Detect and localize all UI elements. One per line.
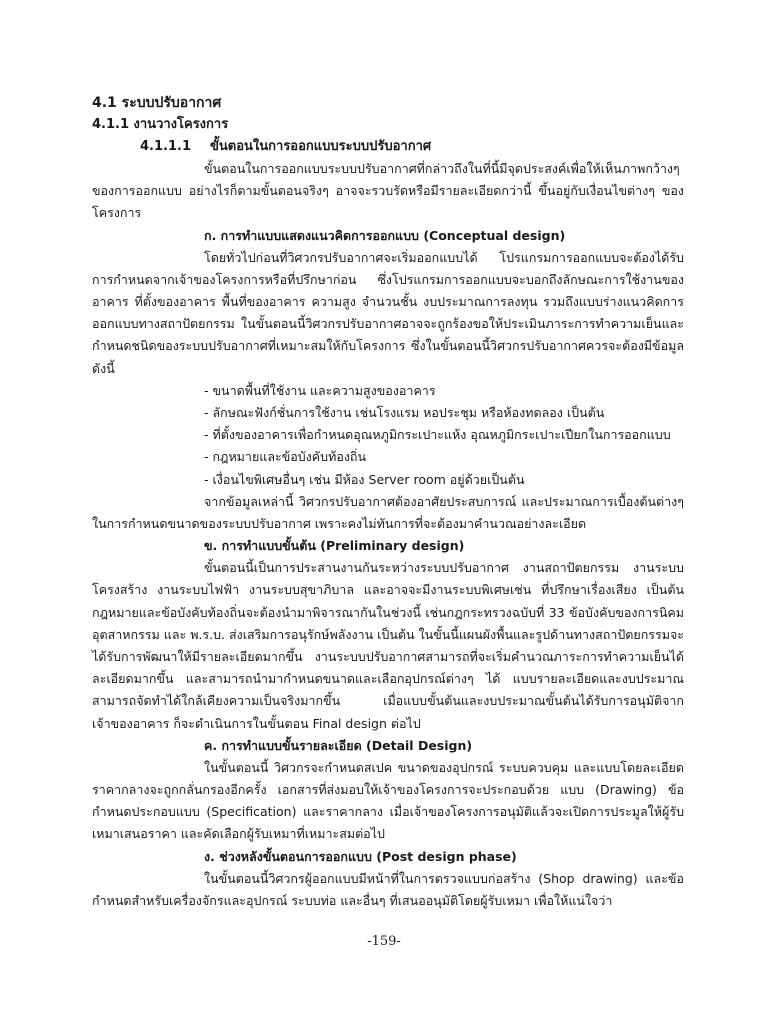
list-item: - ขนาดพื้นที่ใช้งาน และความสูงของอาคาร: [204, 382, 436, 398]
section-title: 4.1 ระบบปรับอากาศ: [92, 95, 222, 111]
requirements-list: [92, 380, 684, 491]
section-subtitle: 4.1.1 งานวางโครงการ: [92, 117, 229, 132]
intro-paragraph: ขั้นตอนในการออกแบบระบบปรับอากาศที่กล่าวถึงในที่นี้มีจุดประสงค์เพื่อให้เห็นภาพกว้างๆของการออกแบบ อย่างไรก็ตามขั้นตอนจริงๆ อาจจะรวบรัดหรือมีรายละเอียดกว่านี้ ขึ้นอยู่กับเงื่อนไขต่างๆ ของโครงการ: [92, 161, 684, 221]
subsection-title: ขั้นตอนในการออกแบบระบบปรับอากาศ: [210, 139, 432, 154]
list-item: - ที่ตั้งของอาคารเพื่อกำหนดอุณหภูมิกระเปาะแห้ง อุณหภูมิกระเปาะเปียกในการออกแบบ: [204, 427, 671, 443]
step-heading-post-design: ง. ช่วงหลังขั้นตอนการออกแบบ (Post design phase): [204, 848, 517, 864]
list-item: - เงื่อนไขพิเศษอื่นๆ เช่น มีห้อง Server room อยู่ด้วยเป็นต้น: [204, 471, 525, 487]
subsection-number: 4.1.1.1: [140, 139, 191, 154]
list-item: - ลักษณะฟังก์ชั่นการใช้งาน เช่นโรงแรม หอประชุม หรือห้องทดลอง เป็นต้น: [204, 405, 605, 421]
page-number: -159-: [367, 934, 401, 949]
step-paragraph-preliminary: ขั้นตอนนี้เป็นการประสานงานกันระหว่างระบบปรับอากาศ งานสถาปัตยกรรม งานระบบโครงสร้าง งานระบบไฟฟ้า งานระบบสุขาภิบาล และอาจจะมีงานระบบพิเศษเช่น ที่ปรึกษาเรื่องเสียง เป็นต้น กฎหมายและข้อบังคับท้องถิ่นจะต้องนำมาพิจารณากันในช่วงนี้ เช่นกฎกระทรวงฉบับที่ 33 ข้อบังคับของการนิคมอุตสาหกรรม และ พ.ร.บ. ส่งเสริมการอนุรักษ์พลังงาน เป็นต้น ในขั้นนี้แผนผังพื้นและรูปด้านทางสถาปัตยกรรมจะได้รับการพัฒนาให้มีรายละเอียดมากขึ้น งานระบบปรับอากาศสามารถที่จะเริ่มคำนวณภาระการทำความเย็นได้ละเอียดมากขึ้น และสามารถนำมากำหนดขนาดและเลือกอุปกรณ์ต่างๆ ได้ แบบรายละเอียดและงบประมาณสามารถจัดทำได้ใกล้เคียงความเป็นจริงมากขึ้น เมื่อแบบขั้นต้นและงบประมาณขั้นต้นได้รับการอนุมัติจากเจ้าของอาคาร ก็จะดำเนินการในขั้นตอน Final design ต่อไป: [92, 560, 684, 731]
list-item: - กฎหมายและข้อบังคับท้องถิ่น: [204, 449, 367, 465]
step-paragraph-detail: ในขั้นตอนนี้ วิศวกรจะกำหนดสเปค ขนาดของอุปกรณ์ ระบบควบคุม และแบบโดยละเอียด ราคากลางจะถูกกลั่นกรองอีกครั้ง เอกสารที่ส่งมอบให้เจ้าของโครงการจะประกอบด้วย แบบ (Drawing) ข้อกำหนดประกอบแบบ (Specification) และราคากลาง เมื่อเจ้าของโครงการอนุมัติแล้วจะเปิดการประมูลให้ผู้รับเหมาเสนอราคา และคัดเลือกผู้รับเหมาที่เหมาะสมต่อไป: [92, 759, 684, 842]
step-paragraph-post-design: ในขั้นตอนนี้วิศวกรผู้ออกแบบมีหน้าที่ในการตรวจแบบก่อสร้าง (Shop drawing) และข้อกำหนดสำหรับเครื่องจักรและอุปกรณ์ ระบบท่อ และอื่นๆ ที่เสนออนุมัติโดยผู้รับเหมา เพื่อให้แน่ใจว่า: [92, 870, 684, 908]
step-heading-preliminary: ข. การทำแบบขั้นต้น (Preliminary design): [204, 538, 465, 554]
step-heading-conceptual: ก. การทำแบบแสดงแนวคิดการออกแบบ (Conceptual design): [204, 227, 566, 243]
subsection-heading: [140, 136, 684, 158]
step-heading-detail: ค. การทำแบบขั้นรายละเอียด (Detail Design): [204, 737, 473, 753]
step-closing-conceptual: จากข้อมูลเหล่านี้ วิศวกรปรับอากาศต้องอาศัยประสบการณ์ และประมาณการเบื้องต้นต่างๆ ในการกำหนดขนาดของระบบปรับอากาศ เพราะคงไม่ทันการที่จะต้องมาคำนวณอย่างละเอียด: [92, 493, 684, 532]
step-paragraph-conceptual: โดยทั่วไปก่อนที่วิศวกรปรับอากาศจะเริ่มออกแบบได้ โปรแกรมการออกแบบจะต้องได้รับการกำหนดจากเจ้าของโครงการหรือที่ปรึกษาก่อน ซึ่งโปรแกรมการออกแบบจะบอกถึงลักษณะการใช้งานของอาคาร ที่ตั้งของอาคาร พื้นที่ของอาคาร ความสูง จำนวนชั้น งบประมาณการลงทุน รวมถึงแบบร่างแนวคิดการออกแบบทางสถาปัตยกรรม ในขั้นตอนนี้วิศวกรปรับอากาศอาจจะถูกร้องขอให้ประเมินภาระการทำความเย็นและกำหนดชนิดของระบบปรับอากาศที่เหมาะสมให้กับโครงการ ซึ่งในขั้นตอนนี้วิศวกรปรับอากาศควรจะต้องมีข้อมูลดังนี้: [92, 249, 684, 376]
